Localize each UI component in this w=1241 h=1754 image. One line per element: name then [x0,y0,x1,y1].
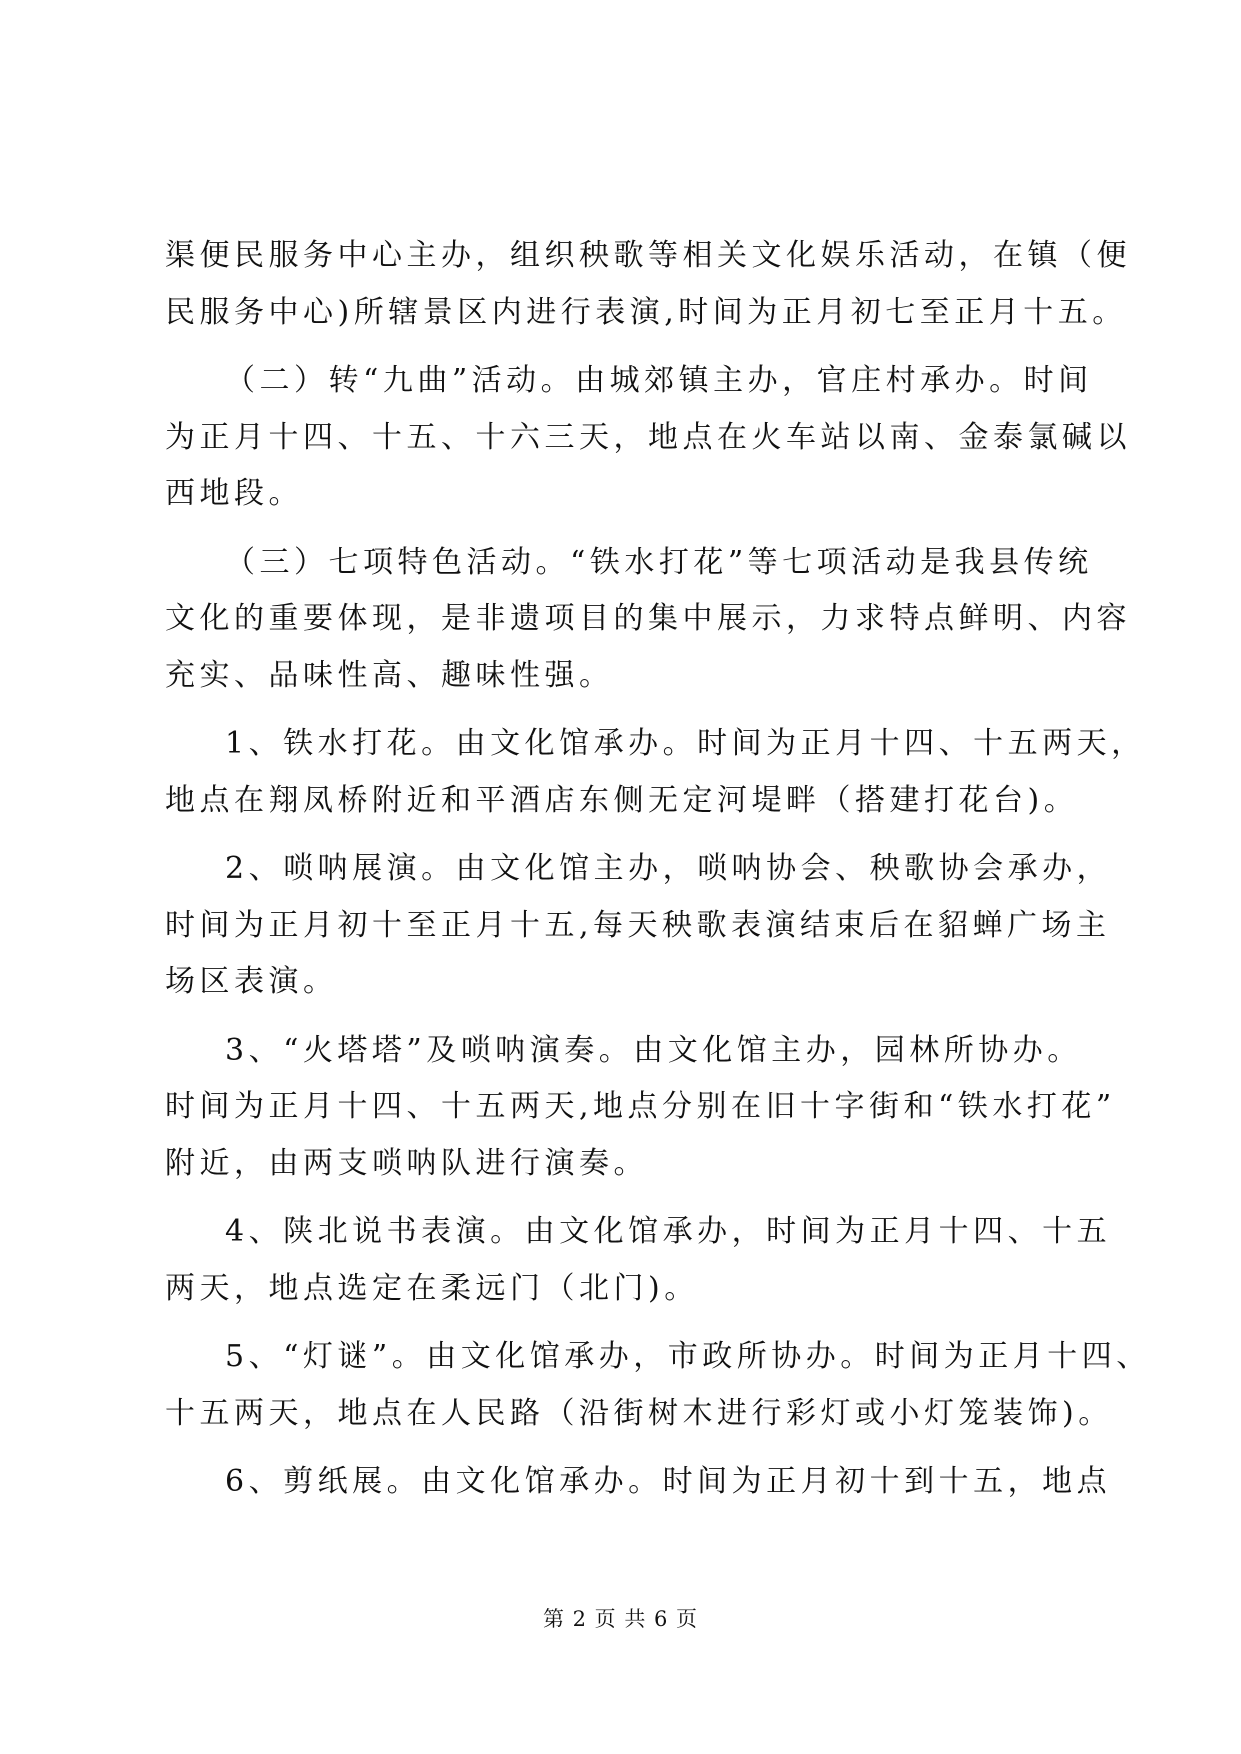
text-line: 附近，由两支唢呐队进行演奏。 [165,1145,648,1181]
text-line: 文化的重要体现，是非遗项目的集中展示，力求特点鲜明、内容 [165,601,1131,636]
text-line: 渠便民服务中心主办，组织秧歌等相关文化娱乐活动，在镇（便 [165,238,1131,273]
text-line: 十五两天，地点在人民路（沿街树木进行彩灯或小灯笼装饰)。 [165,1395,1113,1431]
list-item-5: 5、“灯谜”。由文化馆承办，市政所协办。时间为正月十四、 [225,1339,1151,1374]
paragraph-heading-3: （三）七项特色活动。“铁水打花”等七项活动是我县传统 [225,544,1093,580]
list-item-6: 6、剪纸展。由文化馆承办。时间为正月初十到十五，地点 [225,1464,1112,1499]
text-line: 充实、品味性高、趣味性强。 [165,657,614,693]
list-item-2: 2、唢呐展演。由文化馆主办，唢呐协会、秧歌协会承办， [225,851,1112,886]
paragraph-heading-2: （二）转“九曲”活动。由城郊镇主办，官庄村承办。时间 [225,363,1093,398]
text-line: 为正月十四、十五、十六三天，地点在火车站以南、金泰氯碱以 [165,419,1131,455]
text-line: 地点在翔凤桥附近和平酒店东侧无定河堤畔（搭建打花台)。 [165,782,1079,818]
document-body [165,228,1151,1511]
list-item-3: 3、“火塔塔”及唢呐演奏。由文化馆主办，园林所协办。 [225,1032,1082,1068]
page-number-footer: 第 2 页 共 6 页 [542,1607,699,1631]
text-line: 民服务中心)所辖景区内进行表演,时间为正月初七至正月十五。 [165,294,1127,330]
text-line: 时间为正月初十至正月十五,每天秧歌表演结束后在貂蝉广场主 [165,907,1111,943]
text-line: 时间为正月十四、十五两天,地点分别在旧十字街和“铁水打花” [165,1089,1116,1124]
text-line: 西地段。 [165,476,303,511]
text-line: 两天，地点选定在柔远门（北门)。 [165,1270,699,1306]
list-item-4: 4、陕北说书表演。由文化馆承办，时间为正月十四、十五 [225,1214,1112,1249]
list-item-1: 1、铁水打花。由文化馆承办。时间为正月十四、十五两天， [225,726,1146,761]
text-line: 场区表演。 [165,964,338,999]
